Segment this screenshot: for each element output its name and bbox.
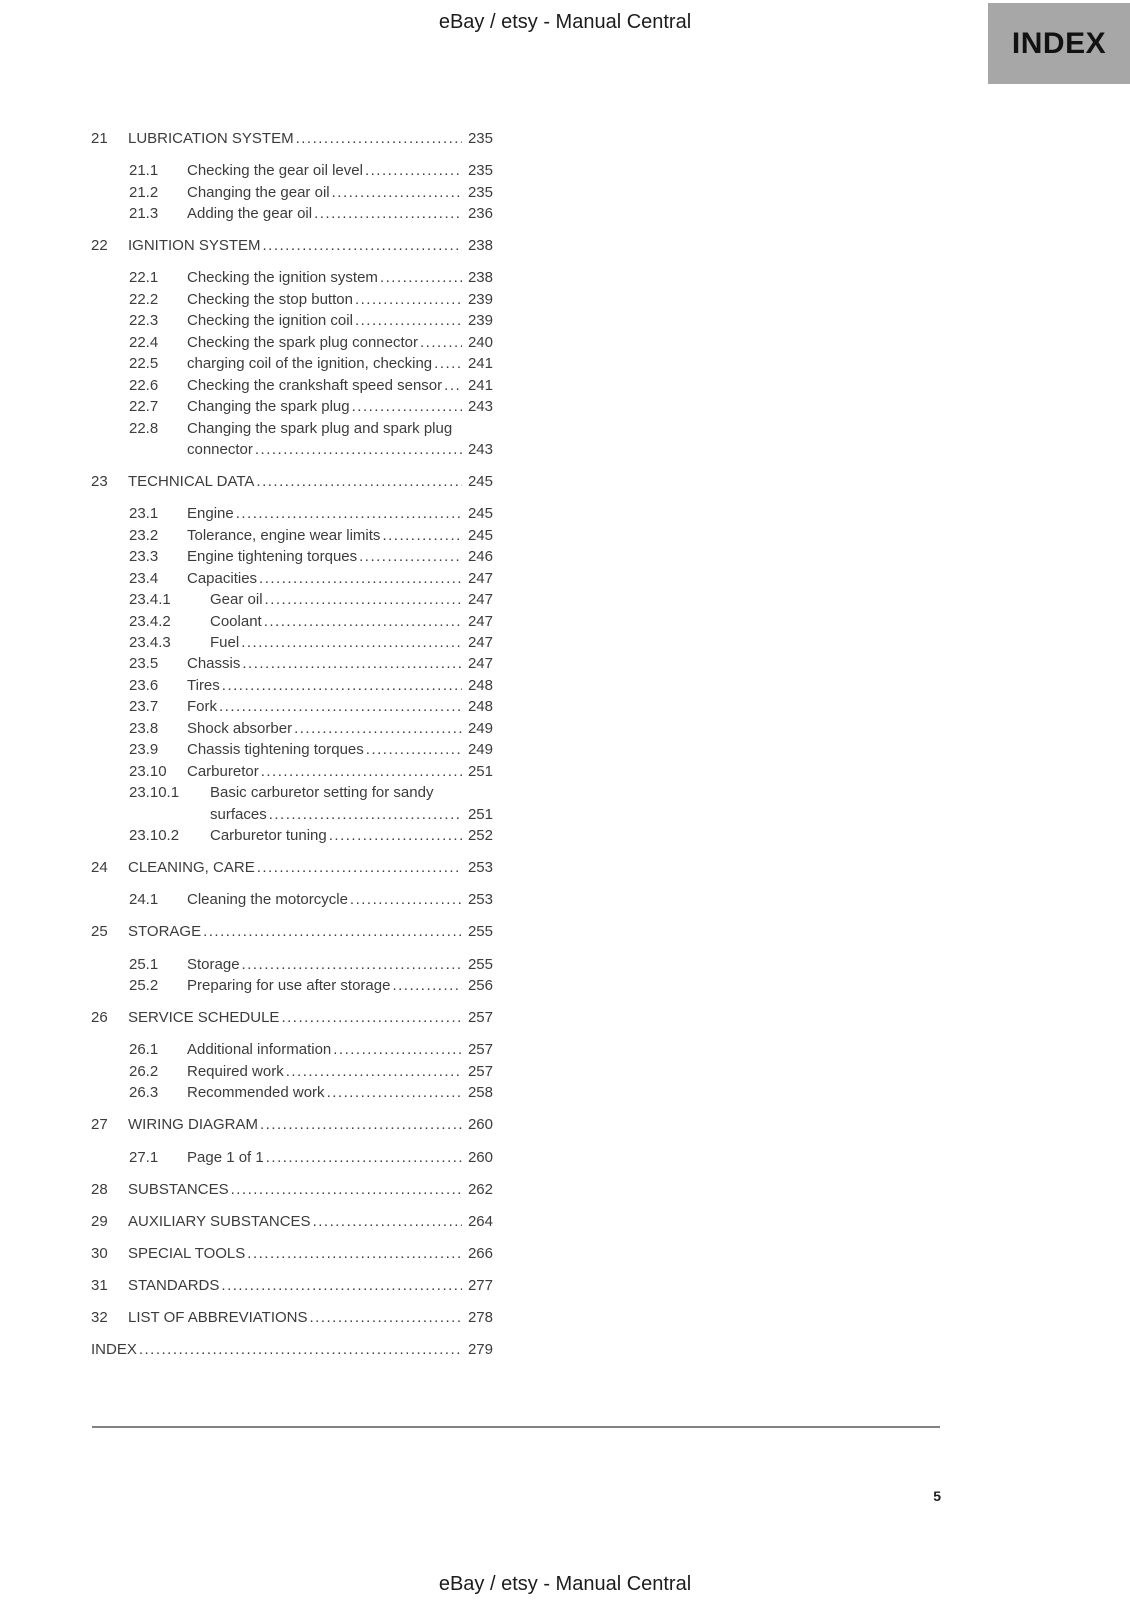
- toc-entry-number: 31: [91, 1277, 108, 1295]
- dot-leader: [365, 160, 462, 181]
- toc-entry: [91, 718, 493, 739]
- toc-entry: [91, 825, 493, 846]
- toc-entry-page: 257: [467, 1009, 493, 1027]
- toc-entry: [91, 921, 493, 942]
- toc-entry: [91, 589, 493, 610]
- toc-entry-page: 246: [467, 548, 493, 566]
- toc-entry-number: 23.4.3: [129, 633, 171, 651]
- toc-entry-page: 247: [467, 655, 493, 673]
- index-tab: [988, 3, 1130, 84]
- dot-leader: [269, 804, 462, 825]
- toc-entry-title: Required work: [187, 1062, 284, 1080]
- toc-entry-page: 245: [467, 526, 493, 544]
- dot-leader: [236, 503, 462, 524]
- toc-entry-title: LUBRICATION SYSTEM: [128, 130, 294, 147]
- toc-entry: [91, 182, 493, 203]
- toc-entry-number: 21.1: [129, 162, 159, 180]
- toc-entry-title: LIST OF ABBREVIATIONS: [128, 1309, 308, 1327]
- toc-entry: [91, 375, 493, 396]
- toc-entry-number: 22.6: [129, 376, 159, 394]
- toc-entry: [91, 1339, 493, 1360]
- toc-entry-title: Storage: [187, 955, 240, 973]
- toc-entry-page: 264: [467, 1212, 493, 1230]
- toc-entry: [91, 653, 493, 674]
- toc-entry: [91, 396, 493, 417]
- toc-entry-title: Checking the gear oil level: [187, 162, 363, 180]
- dot-leader: [366, 739, 462, 760]
- toc-entry: [91, 1211, 493, 1232]
- dot-leader: [332, 182, 462, 203]
- toc-entry: [91, 739, 493, 760]
- toc-entry-number: 22: [91, 237, 108, 255]
- dot-leader: [259, 568, 462, 589]
- toc-entry-page: 251: [467, 762, 493, 780]
- dot-leader: [257, 857, 462, 878]
- toc-entry-page: 256: [467, 977, 493, 995]
- toc-entry-title: Changing the spark plug and spark plug: [187, 419, 453, 437]
- toc-entry-page: 255: [467, 923, 493, 941]
- toc-entry-title: Fork: [187, 698, 217, 716]
- toc-entry: [91, 203, 493, 224]
- toc-entry: [91, 954, 493, 975]
- toc-entry-number: 23.2: [129, 526, 159, 544]
- toc-entry-page: 236: [467, 205, 493, 223]
- toc-entry-page: 266: [467, 1244, 493, 1262]
- dot-leader: [352, 396, 462, 417]
- toc-entry-number: 25: [91, 923, 108, 941]
- toc-entry-number: 21: [91, 130, 108, 147]
- dot-leader: [359, 546, 462, 567]
- dot-leader: [219, 696, 462, 717]
- toc-entry-title: Recommended work: [187, 1084, 325, 1102]
- toc-entry-page: 235: [467, 183, 493, 201]
- toc-entry-number: 22.5: [129, 355, 159, 373]
- toc-entry-page: 238: [467, 269, 493, 287]
- dot-leader: [221, 1275, 462, 1296]
- toc-entry-title: Checking the crankshaft speed sensor: [187, 376, 443, 394]
- toc-entry-number: 23: [91, 473, 108, 491]
- toc-entry-title: Capacities: [187, 569, 258, 587]
- toc-entry: [91, 696, 493, 717]
- toc-entry-number: 26.3: [129, 1084, 159, 1102]
- toc-entry-title: Changing the gear oil: [187, 183, 330, 201]
- toc-entry: [91, 1307, 493, 1328]
- toc-entry: [91, 235, 493, 256]
- toc-entry-title: surfaces: [210, 805, 267, 823]
- toc-entry: [91, 1007, 493, 1028]
- toc-entry-number: 23.10.1: [129, 784, 180, 802]
- toc-entry-title: Shock absorber: [187, 719, 293, 737]
- toc-entry-title: Tolerance, engine wear limits: [187, 526, 381, 544]
- toc-entry-page: 241: [467, 355, 493, 373]
- dot-leader: [333, 1039, 462, 1060]
- dot-leader: [263, 235, 462, 256]
- table-of-contents: [91, 128, 493, 1372]
- dot-leader: [260, 1114, 462, 1135]
- toc-entry-title: connector: [187, 440, 253, 458]
- toc-entry: [91, 128, 493, 149]
- toc-entry-continuation: [91, 439, 493, 460]
- toc-entry-page: 257: [467, 1041, 493, 1059]
- toc-entry-title: Additional information: [187, 1041, 332, 1059]
- toc-entry: [91, 1147, 493, 1168]
- toc-entry-title: SPECIAL TOOLS: [128, 1244, 246, 1262]
- toc-entry-page: 238: [467, 237, 493, 255]
- toc-entry-title: Checking the ignition system: [187, 269, 378, 287]
- toc-entry-page: 248: [467, 698, 493, 716]
- toc-entry-page: 235: [467, 162, 493, 180]
- toc-entry-title: Engine tightening torques: [187, 548, 358, 566]
- toc-entry-title: Preparing for use after storage: [187, 977, 391, 995]
- toc-entry: [91, 267, 493, 288]
- toc-entry-title: Checking the stop button: [187, 290, 353, 308]
- toc-entry: [91, 611, 493, 632]
- dot-leader: [242, 954, 462, 975]
- toc-entry-number: 23.9: [129, 741, 159, 759]
- dot-leader: [242, 653, 462, 674]
- toc-entry-number: 23.6: [129, 676, 159, 694]
- dot-leader: [296, 128, 462, 149]
- toc-entry-number: 25.1: [129, 955, 159, 973]
- toc-entry-title: SERVICE SCHEDULE: [128, 1009, 280, 1027]
- toc-entry-title: Cleaning the motorcycle: [187, 891, 348, 909]
- toc-entry-page: 251: [467, 805, 493, 823]
- dot-leader: [203, 921, 462, 942]
- toc-entry-number: 22.1: [129, 269, 159, 287]
- toc-entry-page: 247: [467, 633, 493, 651]
- toc-entry: [91, 525, 493, 546]
- dot-leader: [231, 1179, 462, 1200]
- dot-leader: [313, 1211, 462, 1232]
- toc-entry-title: Coolant: [210, 612, 262, 630]
- toc-entry: [91, 1179, 493, 1200]
- toc-entry-page: 248: [467, 676, 493, 694]
- toc-entry: [91, 889, 493, 910]
- toc-entry-title: Gear oil: [210, 591, 263, 609]
- toc-entry-title: Tires: [187, 676, 220, 694]
- toc-entry-continuation: [91, 804, 493, 825]
- dot-leader: [256, 471, 462, 492]
- toc-entry-page: 239: [467, 290, 493, 308]
- toc-entry-title: Adding the gear oil: [187, 205, 313, 223]
- toc-entry-page: 235: [467, 130, 493, 147]
- toc-entry-page: 249: [467, 719, 493, 737]
- toc-entry: [91, 1243, 493, 1264]
- toc-entry: [91, 332, 493, 353]
- toc-entry-page: 247: [467, 569, 493, 587]
- toc-entry-number: 22.8: [129, 419, 159, 437]
- toc-entry-number: 28: [91, 1180, 108, 1198]
- toc-entry-number: 23.4: [129, 569, 159, 587]
- page-number: 5: [933, 1488, 941, 1504]
- toc-entry-number: 23.1: [129, 505, 159, 523]
- toc-entry-number: 23.8: [129, 719, 159, 737]
- toc-entry-page: 258: [467, 1084, 493, 1102]
- dot-leader: [444, 375, 462, 396]
- dot-leader: [255, 439, 462, 460]
- toc-entry-page: 241: [467, 376, 493, 394]
- toc-entry-title: SUBSTANCES: [128, 1180, 229, 1198]
- toc-entry-page: 245: [467, 505, 493, 523]
- toc-entry: [91, 1082, 493, 1103]
- dot-leader: [355, 289, 462, 310]
- toc-entry-page: 262: [467, 1180, 493, 1198]
- toc-entry-number: 24: [91, 859, 108, 877]
- header-title: eBay / etsy - Manual Central: [438, 11, 692, 33]
- toc-entry-number: 26.1: [129, 1041, 159, 1059]
- toc-entry-number: 24.1: [129, 891, 159, 909]
- toc-entry-number: 26: [91, 1009, 108, 1027]
- toc-entry-page: 247: [467, 591, 493, 609]
- toc-entry: [91, 975, 493, 996]
- dot-leader: [266, 1147, 462, 1168]
- toc-entry: [91, 503, 493, 524]
- toc-entry-title: STORAGE: [128, 923, 202, 941]
- toc-entry-title: Fuel: [210, 633, 240, 651]
- toc-entry: [91, 418, 493, 439]
- toc-entry-title: WIRING DIAGRAM: [128, 1116, 258, 1134]
- toc-entry: [91, 632, 493, 653]
- toc-entry: [91, 160, 493, 181]
- toc-entry-page: 278: [467, 1309, 493, 1327]
- toc-entry-number: 32: [91, 1309, 108, 1327]
- dot-leader: [329, 825, 462, 846]
- toc-entry: [91, 353, 493, 374]
- toc-entry-title: INDEX: [91, 1341, 137, 1359]
- toc-entry-page: 277: [467, 1277, 493, 1295]
- toc-entry-title: IGNITION SYSTEM: [128, 237, 261, 255]
- toc-entry-number: 22.3: [129, 312, 159, 330]
- dot-leader: [264, 611, 462, 632]
- toc-entry-number: 23.5: [129, 655, 159, 673]
- toc-entry-page: 249: [467, 741, 493, 759]
- toc-entry-page: 260: [467, 1148, 493, 1166]
- toc-entry-title: Basic carburetor setting for sandy: [210, 784, 434, 802]
- dot-leader: [392, 975, 462, 996]
- toc-entry-number: 23.7: [129, 698, 159, 716]
- toc-entry-title: Carburetor tuning: [210, 827, 327, 845]
- toc-entry-page: 260: [467, 1116, 493, 1134]
- toc-entry: [91, 568, 493, 589]
- toc-entry-page: 240: [467, 333, 493, 351]
- dot-leader: [247, 1243, 462, 1264]
- toc-entry-number: 22.2: [129, 290, 159, 308]
- toc-entry: [91, 546, 493, 567]
- toc-entry-page: 253: [467, 891, 493, 909]
- toc-entry-page: 239: [467, 312, 493, 330]
- toc-entry-page: 257: [467, 1062, 493, 1080]
- toc-entry-title: Checking the spark plug connector: [187, 333, 418, 351]
- dot-leader: [355, 310, 462, 331]
- toc-entry-number: 23.10.2: [129, 827, 180, 845]
- dot-leader: [139, 1339, 462, 1360]
- toc-entry-page: 279: [467, 1341, 493, 1359]
- dot-leader: [241, 632, 462, 653]
- toc-entry-page: 243: [467, 440, 493, 458]
- toc-entry: [91, 1114, 493, 1135]
- toc-entry-number: 27: [91, 1116, 108, 1134]
- toc-entry-title: Changing the spark plug: [187, 398, 350, 416]
- toc-entry: [91, 289, 493, 310]
- dot-leader: [350, 889, 462, 910]
- toc-entry-number: 23.4.1: [129, 591, 171, 609]
- toc-entry: [91, 857, 493, 878]
- toc-entry-number: 21.2: [129, 183, 159, 201]
- toc-entry-number: 23.4.2: [129, 612, 171, 630]
- toc-entry-page: 252: [467, 827, 493, 845]
- dot-leader: [310, 1307, 462, 1328]
- toc-entry-number: 22.4: [129, 333, 159, 351]
- toc-entry-title: STANDARDS: [128, 1277, 220, 1295]
- dot-leader: [382, 525, 462, 546]
- toc-entry-number: 30: [91, 1244, 108, 1262]
- dot-leader: [327, 1082, 462, 1103]
- toc-entry-number: 27.1: [129, 1148, 159, 1166]
- toc-entry-title: CLEANING, CARE: [128, 859, 255, 877]
- toc-entry-number: 23.3: [129, 548, 159, 566]
- footer-title: eBay / etsy - Manual Central: [438, 1573, 692, 1595]
- toc-entry-title: Page 1 of 1: [187, 1148, 264, 1166]
- dot-leader: [314, 203, 462, 224]
- toc-entry-number: 26.2: [129, 1062, 159, 1080]
- dot-leader: [222, 675, 462, 696]
- dot-leader: [420, 332, 462, 353]
- toc-entry: [91, 761, 493, 782]
- toc-entry: [91, 1275, 493, 1296]
- toc-entry-number: 22.7: [129, 398, 159, 416]
- footer-rule: [92, 1426, 940, 1428]
- toc-entry-number: 29: [91, 1212, 108, 1230]
- dot-leader: [286, 1061, 462, 1082]
- toc-entry: [91, 675, 493, 696]
- toc-entry-title: Checking the ignition coil: [187, 312, 353, 330]
- dot-leader: [294, 718, 462, 739]
- toc-entry: [91, 782, 493, 803]
- toc-entry-title: Chassis: [187, 655, 241, 673]
- toc-entry-title: TECHNICAL DATA: [128, 473, 255, 491]
- toc-entry-number: 25.2: [129, 977, 159, 995]
- toc-entry-number: 23.10: [129, 762, 167, 780]
- dot-leader: [265, 589, 462, 610]
- index-tab-label: INDEX: [1011, 26, 1107, 60]
- toc-entry-title: Carburetor: [187, 762, 259, 780]
- toc-entry: [91, 1039, 493, 1060]
- dot-leader: [261, 761, 462, 782]
- toc-entry-title: Engine: [187, 505, 234, 523]
- toc-entry: [91, 1061, 493, 1082]
- toc-entry-page: 243: [467, 398, 493, 416]
- toc-entry-page: 255: [467, 955, 493, 973]
- toc-entry-title: AUXILIARY SUBSTANCES: [128, 1212, 311, 1230]
- toc-entry: [91, 310, 493, 331]
- dot-leader: [281, 1007, 462, 1028]
- dot-leader: [380, 267, 462, 288]
- toc-entry-number: 21.3: [129, 205, 159, 223]
- toc-entry: [91, 471, 493, 492]
- toc-entry-page: 253: [467, 859, 493, 877]
- toc-entry-page: 247: [467, 612, 493, 630]
- toc-entry-title: Chassis tightening torques: [187, 741, 364, 759]
- toc-entry-title: charging coil of the ignition, checking: [187, 355, 433, 373]
- toc-entry-page: 245: [467, 473, 493, 491]
- dot-leader: [434, 353, 462, 374]
